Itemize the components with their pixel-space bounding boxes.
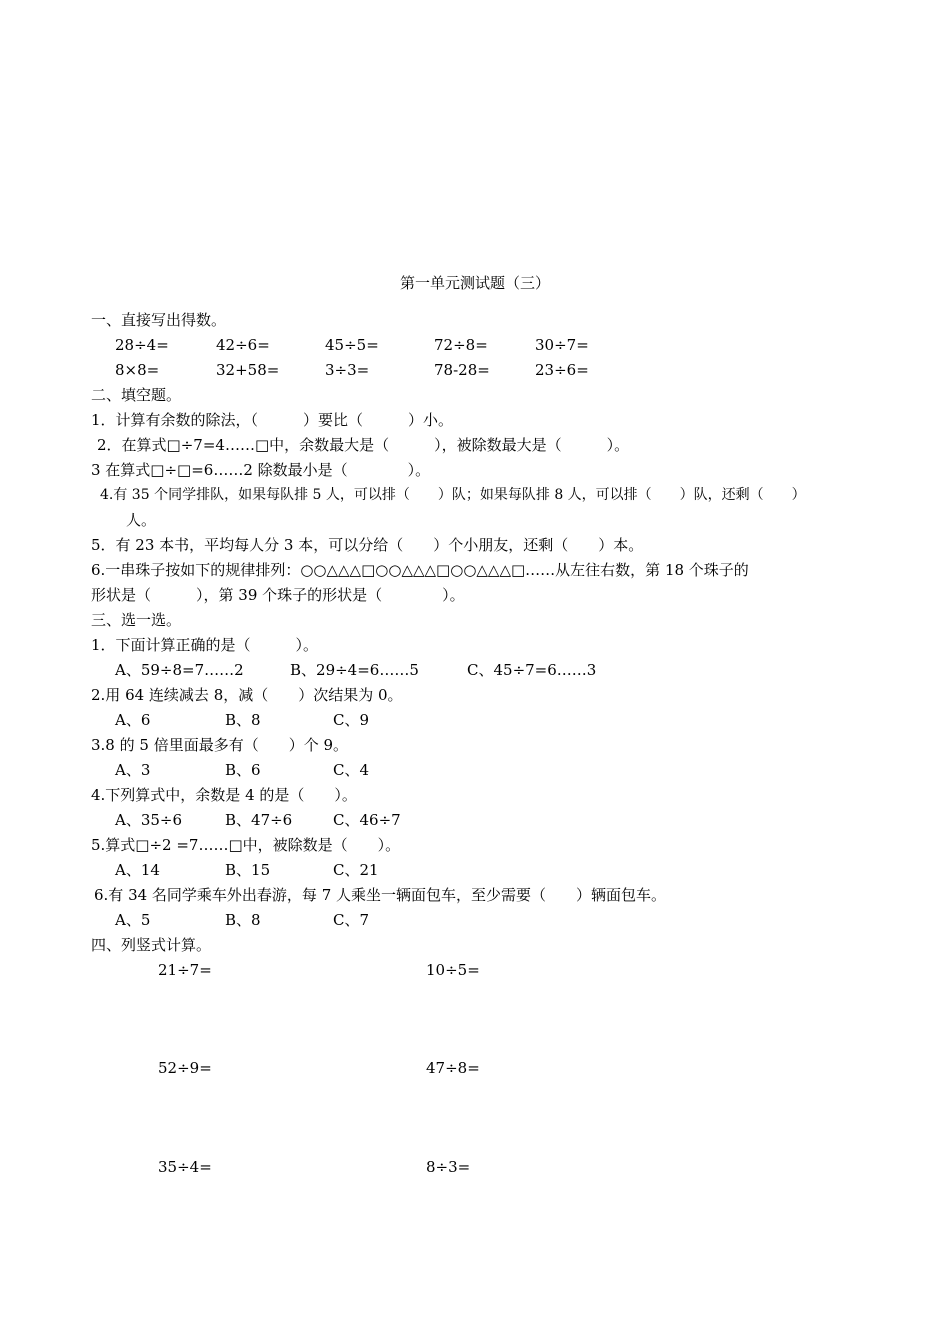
calc-item: 23÷6= bbox=[535, 361, 589, 379]
choice-option: B、15 bbox=[225, 861, 271, 879]
choice-question-2: 2.用 64 连续减去 8，减（ ）次结果为 0。 bbox=[91, 686, 403, 704]
choice-option: A、14 bbox=[115, 861, 160, 879]
vertical-calc-problem: 47÷8= bbox=[426, 1059, 480, 1077]
choice-question-4: 4.下列算式中，余数是 4 的是（ ）。 bbox=[91, 786, 357, 804]
choice-option: C、45÷7=6……3 bbox=[467, 661, 597, 679]
choice-option: A、3 bbox=[115, 761, 151, 779]
choice-option: C、9 bbox=[333, 711, 370, 729]
vertical-calc-problem: 21÷7= bbox=[158, 961, 212, 979]
vertical-calc-problem: 8÷3= bbox=[426, 1158, 471, 1176]
fill-question-4: 4.有 35 个同学排队，如果每队排 5 人，可以排（ ）队；如果每队排 8 人，可以排（ ）队，还剩（ ） bbox=[100, 487, 806, 503]
choice-option: B、8 bbox=[225, 911, 261, 929]
choice-option: B、6 bbox=[225, 761, 261, 779]
fill-question-4-cont: 人。 bbox=[126, 511, 157, 529]
section4-heading: 四、列竖式计算。 bbox=[91, 936, 212, 954]
vertical-calc-problem: 52÷9= bbox=[158, 1059, 212, 1077]
choice-option: B、8 bbox=[225, 711, 261, 729]
choice-question-6: 6.有 34 名同学乘车外出春游，每 7 人乘坐一辆面包车，至少需要（ ）辆面包车。 bbox=[94, 886, 667, 904]
page-title: 第一单元测试题（三） bbox=[399, 274, 550, 292]
choice-option: C、7 bbox=[333, 911, 370, 929]
fill-question-6: 6.一串珠子按如下的规律排列：○○△△△□○○△△△□○○△△△□……从左往右数，第 18 个珠子的 bbox=[91, 561, 749, 579]
choice-question-1: 1．下面计算正确的是（ ）。 bbox=[91, 636, 319, 654]
choice-option: B、47÷6 bbox=[225, 811, 293, 829]
calc-item: 78-28= bbox=[434, 361, 490, 379]
section2-heading: 二、填空题。 bbox=[91, 386, 182, 404]
calc-item: 32+58= bbox=[216, 361, 280, 379]
fill-question-2: 2．在算式□÷7=4……□中，余数最大是（ ），被除数最大是（ ）。 bbox=[97, 436, 630, 454]
section1-heading: 一、直接写出得数。 bbox=[91, 311, 227, 329]
fill-question-3: 3 在算式□÷□=6……2 除数最小是（ ）。 bbox=[91, 461, 431, 479]
vertical-calc-problem: 35÷4= bbox=[158, 1158, 212, 1176]
calc-item: 30÷7= bbox=[535, 336, 589, 354]
calc-item: 72÷8= bbox=[434, 336, 488, 354]
choice-question-5: 5.算式□÷2 =7……□中，被除数是（ ）。 bbox=[91, 836, 401, 854]
choice-option: A、35÷6 bbox=[115, 811, 183, 829]
choice-option: A、59÷8=7……2 bbox=[115, 661, 244, 679]
choice-option: C、21 bbox=[333, 861, 379, 879]
section3-heading: 三、选一选。 bbox=[91, 611, 182, 629]
choice-option: B、29÷4=6……5 bbox=[290, 661, 419, 679]
choice-option: C、4 bbox=[333, 761, 370, 779]
calc-item: 28÷4= bbox=[115, 336, 169, 354]
calc-item: 8×8= bbox=[115, 361, 160, 379]
calc-item: 3÷3= bbox=[325, 361, 370, 379]
choice-option: A、6 bbox=[115, 711, 151, 729]
fill-question-6-cont: 形状是（ ），第 39 个珠子的形状是（ ）。 bbox=[91, 586, 465, 604]
fill-question-1: 1．计算有余数的除法，（ ）要比（ ）小。 bbox=[91, 411, 454, 429]
calc-item: 45÷5= bbox=[325, 336, 379, 354]
fill-question-5: 5．有 23 本书，平均每人分 3 本，可以分给（ ）个小朋友，还剩（ ）本。 bbox=[91, 536, 644, 554]
choice-option: C、46÷7 bbox=[333, 811, 401, 829]
calc-item: 42÷6= bbox=[216, 336, 270, 354]
choice-option: A、5 bbox=[115, 911, 151, 929]
vertical-calc-problem: 10÷5= bbox=[426, 961, 480, 979]
choice-question-3: 3.8 的 5 倍里面最多有（ ）个 9。 bbox=[91, 736, 349, 754]
